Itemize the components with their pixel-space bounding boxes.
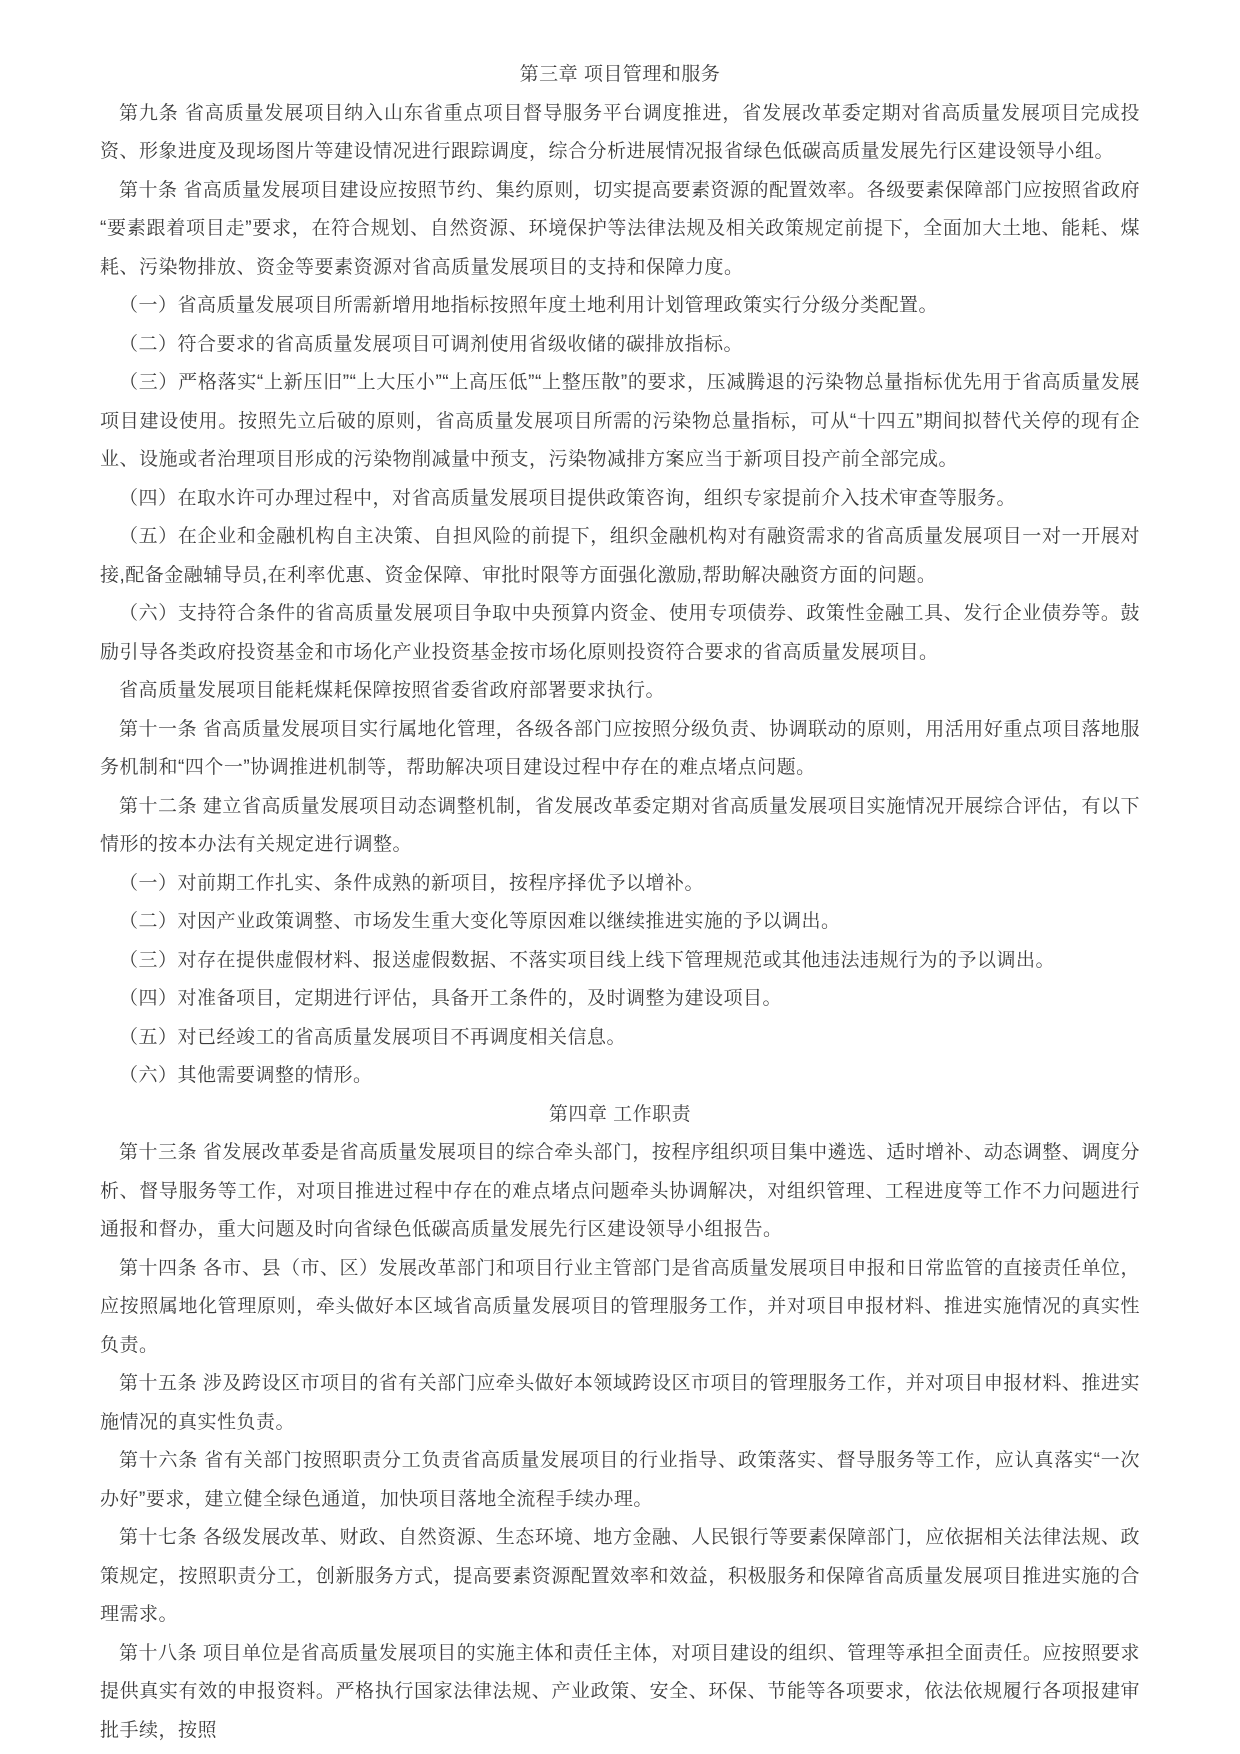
paragraph: （六）支持符合条件的省高质量发展项目争取中央预算内资金、使用专项债券、政策性金融工具、发行企业债券等。鼓励引导各类政府投资基金和市场化产业投资基金按市场化原则投资符合要求的省高质量发展项目。 [100, 603, 1140, 663]
paragraph: 第十六条 省有关部门按照职责分工负责省高质量发展项目的行业指导、政策落实、督导服务等工作，应认真落实“一次办好”要求，建立健全绿色通道，加快项目落地全流程手续办理。 [100, 1450, 1140, 1510]
paragraph: （二）符合要求的省高质量发展项目可调剂使用省级收储的碳排放指标。 [119, 333, 744, 355]
chapter-heading: 第三章 项目管理和服务 [519, 64, 721, 85]
paragraph: （三）严格落实“上新压旧”“上大压小”“上高压低”“上整压散”的要求，压减腾退的污染物总量指标优先用于省高质量发展项目建设使用。按照先立后破的原则，省高质量发展项目所需的污染物总量指标，可从“十四五”期间拟替代关停的现有企业、设施或者治理项目形成的污染物削减量中预支，污染物减排方案应当于新项目投产前全部完成。 [100, 372, 1140, 470]
paragraph: （一）省高质量发展项目所需新增用地指标按照年度土地利用计划管理政策实行分级分类配置。 [119, 295, 939, 316]
paragraph: 第十一条 省高质量发展项目实行属地化管理，各级各部门应按照分级负责、协调联动的原则，用活用好重点项目落地服务机制和“四个一”协调推进机制等，帮助解决项目建设过程中存在的难点堵点问题。 [100, 718, 1140, 778]
paragraph: （六）其他需要调整的情形。 [119, 1065, 373, 1086]
chapter-heading: 第四章 工作职责 [548, 1103, 692, 1125]
paragraph: 第十四条 各市、县（市、区）发展改革部门和项目行业主管部门是省高质量发展项目申报和日常监管的直接责任单位，应按照属地化管理原则，牵头做好本区域省高质量发展项目的管理服务工作，并对项目申报材料、推进实施情况的真实性负责。 [100, 1257, 1140, 1356]
paragraph: 第十五条 涉及跨设区市项目的省有关部门应牵头做好本领域跨设区市项目的管理服务工作，并对项目申报材料、推进实施情况的真实性负责。 [100, 1373, 1140, 1433]
paragraph: （五）在企业和金融机构自主决策、自担风险的前提下，组织金融机构对有融资需求的省高质量发展项目一对一开展对接,配备金融辅导员,在利率优惠、资金保障、审批时限等方面强化激励,帮助解决融资方面的问题。 [100, 526, 1140, 586]
paragraph: 第十三条 省发展改革委是省高质量发展项目的综合牵头部门，按程序组织项目集中遴选、适时增补、动态调整、调度分析、督导服务等工作，对项目推进过程中存在的难点堵点问题牵头协调解决，对组织管理、工程进度等工作不力问题进行通报和督办，重大问题及时向省绿色低碳高质量发展先行区建设领导小组报告。 [100, 1142, 1140, 1240]
regulation-text [100, 0, 1140, 1750]
paragraph: 省高质量发展项目能耗煤耗保障按照省委省政府部署要求执行。 [119, 680, 666, 701]
paragraph: 第十二条 建立省高质量发展项目动态调整机制，省发展改革委定期对省高质量发展项目实施情况开展综合评估，有以下情形的按本办法有关规定进行调整。 [100, 795, 1140, 855]
paragraph: 第十七条 各级发展改革、财政、自然资源、生态环境、地方金融、人民银行等要素保障部门，应依据相关法律法规、政策规定，按照职责分工，创新服务方式，提高要素资源配置效率和效益，积极服务和保障省高质量发展项目推进实施的合理需求。 [100, 1527, 1140, 1625]
paragraph: （五）对已经竣工的省高质量发展项目不再调度相关信息。 [119, 1026, 627, 1048]
paragraph: （三）对存在提供虚假材料、报送虚假数据、不落实项目线上线下管理规范或其他违法违规行为的予以调出。 [119, 949, 1056, 971]
paragraph: （二）对因产业政策调整、市场发生重大变化等原因难以继续推进实施的予以调出。 [119, 911, 841, 932]
paragraph: （四）在取水许可办理过程中，对省高质量发展项目提供政策咨询，组织专家提前介入技术审查等服务。 [119, 487, 1017, 509]
paragraph: 第九条 省高质量发展项目纳入山东省重点项目督导服务平台调度推进，省发展改革委定期对省高质量发展项目完成投资、形象进度及现场图片等建设情况进行跟踪调度，综合分析进展情况报省绿色低碳高质量发展先行区建设领导小组。 [100, 102, 1140, 162]
paragraph: （一）对前期工作扎实、条件成熟的新项目，按程序择优予以增补。 [119, 872, 705, 894]
paragraph: 第十条 省高质量发展项目建设应按照节约、集约原则，切实提高要素资源的配置效率。各级要素保障部门应按照省政府“要素跟着项目走”要求，在符合规划、自然资源、环境保护等法律法规及相关政策规定前提下，全面加大土地、能耗、煤耗、污染物排放、资金等要素资源对省高质量发展项目的支持和保障力度。 [100, 179, 1140, 278]
paragraph: 第十八条 项目单位是省高质量发展项目的实施主体和责任主体，对项目建设的组织、管理等承担全面责任。应按照要求提供真实有效的申报资料。严格执行国家法律法规、产业政策、安全、环保、节能等各项要求，依法依规履行各项报建审批手续，按照 [100, 1642, 1140, 1741]
paragraph: （四）对准备项目，定期进行评估，具备开工条件的，及时调整为建设项目。 [119, 988, 783, 1009]
